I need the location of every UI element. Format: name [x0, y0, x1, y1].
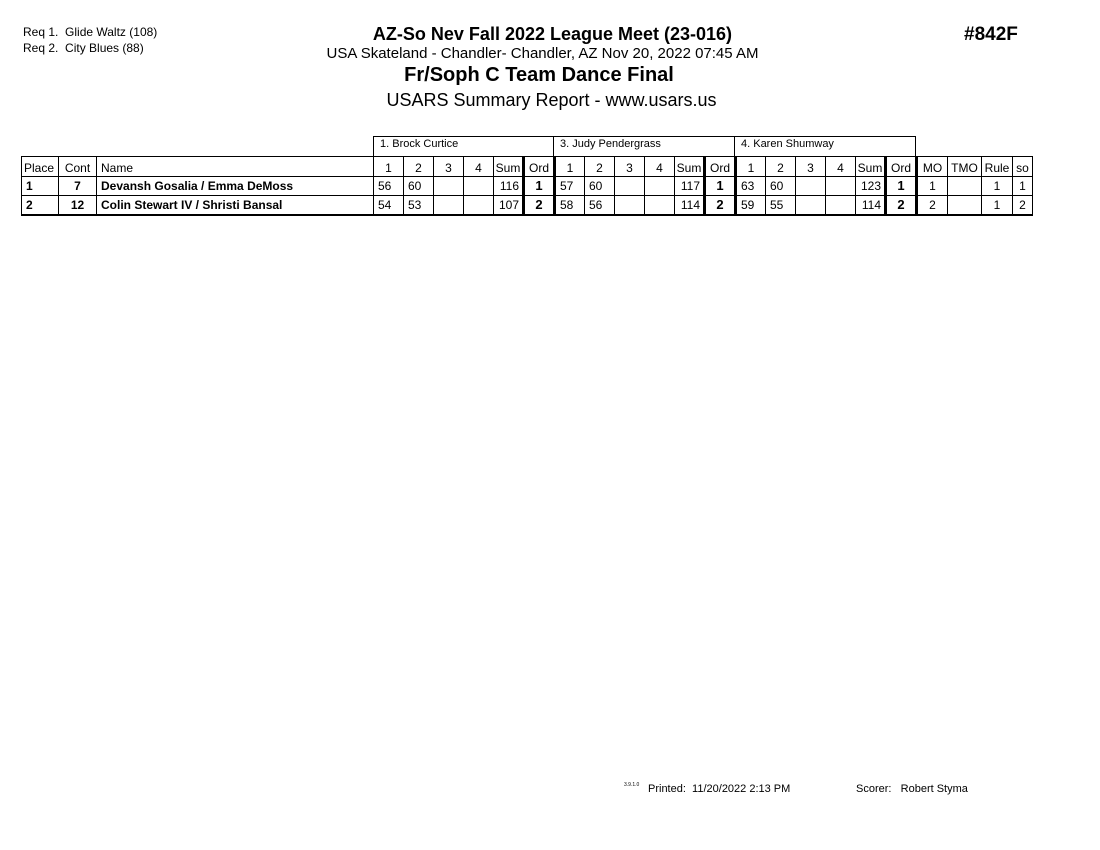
col-j1-ord: Ord	[524, 157, 555, 177]
judge-name: 3. Judy Pendergrass	[560, 138, 661, 150]
so-cell: 2	[1013, 196, 1033, 216]
requirement-label: Req 2.	[23, 41, 59, 55]
name-cell: Devansh Gosalia / Emma DeMoss	[97, 177, 374, 196]
judge-header-4	[734, 136, 916, 156]
col-j1-s4: 4	[464, 157, 494, 177]
score-cell: 60	[585, 177, 615, 196]
so-cell: 1	[1013, 177, 1033, 196]
col-j1-s1: 1	[374, 157, 404, 177]
col-j1-s3: 3	[434, 157, 464, 177]
col-so: so	[1013, 157, 1033, 177]
col-j3-ord: Ord	[705, 157, 736, 177]
score-cell: 56	[374, 177, 404, 196]
event-number: #842F	[964, 24, 1018, 45]
sum-cell: 114	[856, 196, 886, 216]
score-cell	[796, 177, 826, 196]
table-row	[22, 177, 1033, 196]
score-cell: 60	[404, 177, 434, 196]
col-j4-s1: 1	[736, 157, 766, 177]
ord-cell: 2	[705, 196, 736, 216]
col-place: Place	[22, 157, 59, 177]
score-cell	[434, 196, 464, 216]
venue-line: USA Skateland - Chandler- Chandler, AZ Nov 20, 2022 07:45 AM	[326, 45, 759, 62]
judge-name: 1. Brock Curtice	[380, 138, 459, 150]
score-cell	[615, 177, 645, 196]
col-j3-s4: 4	[645, 157, 675, 177]
col-j4-ord: Ord	[886, 157, 917, 177]
score-cell: 58	[555, 196, 585, 216]
score-cell	[796, 196, 826, 216]
col-tmo: TMO	[948, 157, 982, 177]
col-j3-s1: 1	[555, 157, 585, 177]
rule-cell: 1	[982, 196, 1013, 216]
score-cell	[826, 196, 856, 216]
ord-cell: 1	[524, 177, 555, 196]
score-cell	[615, 196, 645, 216]
tmo-cell	[948, 196, 982, 216]
printed-value: 11/20/2022 2:13 PM	[692, 783, 791, 795]
sum-cell: 116	[494, 177, 524, 196]
sum-cell: 107	[494, 196, 524, 216]
ord-cell: 2	[524, 196, 555, 216]
table-row	[22, 196, 1033, 216]
sum-cell: 117	[675, 177, 705, 196]
col-j3-sum: Sum	[675, 157, 705, 177]
score-cell: 54	[374, 196, 404, 216]
version-label: 3.9.1.0	[624, 782, 640, 788]
sum-cell: 123	[856, 177, 886, 196]
col-j4-sum: Sum	[856, 157, 886, 177]
requirement-dance: Glide Waltz (108)	[65, 25, 158, 39]
score-cell	[464, 177, 494, 196]
col-cont: Cont	[59, 157, 97, 177]
tmo-cell	[948, 177, 982, 196]
place-cell: 2	[22, 196, 59, 216]
name-cell: Colin Stewart IV / Shristi Bansal	[97, 196, 374, 216]
score-cell: 55	[766, 196, 796, 216]
event-title: Fr/Soph C Team Dance Final	[404, 64, 674, 86]
col-name: Name	[97, 157, 374, 177]
col-j4-s3: 3	[796, 157, 826, 177]
score-cell: 57	[555, 177, 585, 196]
scorer-info	[856, 783, 968, 795]
score-cell: 56	[585, 196, 615, 216]
score-cell: 59	[736, 196, 766, 216]
ord-cell: 2	[886, 196, 917, 216]
judge-header-1	[373, 136, 554, 156]
requirement-label: Req 1.	[23, 25, 59, 39]
report-title: USARS Summary Report - www.usars.us	[386, 90, 717, 110]
mo-cell: 1	[917, 177, 948, 196]
cont-cell: 12	[59, 196, 97, 216]
scorer-value: Robert Styma	[900, 783, 968, 795]
printed-label: Printed:	[648, 783, 686, 795]
score-cell: 63	[736, 177, 766, 196]
requirement-dance: City Blues (88)	[65, 41, 144, 55]
col-rule: Rule	[982, 157, 1013, 177]
rule-cell: 1	[982, 177, 1013, 196]
mo-cell: 2	[917, 196, 948, 216]
col-j3-s3: 3	[615, 157, 645, 177]
ord-cell: 1	[886, 177, 917, 196]
score-cell	[645, 196, 675, 216]
cont-cell: 7	[59, 177, 97, 196]
header-row	[22, 157, 1033, 177]
meet-title: AZ-So Nev Fall 2022 League Meet (23-016)	[372, 24, 733, 44]
score-cell: 60	[766, 177, 796, 196]
printed-info	[648, 783, 790, 795]
judge-name: 4. Karen Shumway	[741, 138, 834, 150]
scorer-label: Scorer:	[856, 783, 892, 795]
score-cell: 53	[404, 196, 434, 216]
col-mo: MO	[917, 157, 948, 177]
score-cell	[464, 196, 494, 216]
col-j1-s2: 2	[404, 157, 434, 177]
results-table	[21, 156, 1033, 216]
col-j1-sum: Sum	[494, 157, 524, 177]
ord-cell: 1	[705, 177, 736, 196]
col-j4-s2: 2	[766, 157, 796, 177]
place-cell: 1	[22, 177, 59, 196]
col-j4-s4: 4	[826, 157, 856, 177]
score-cell	[826, 177, 856, 196]
col-j3-s2: 2	[585, 157, 615, 177]
score-cell	[645, 177, 675, 196]
judge-header-3	[553, 136, 735, 156]
score-cell	[434, 177, 464, 196]
sum-cell: 114	[675, 196, 705, 216]
